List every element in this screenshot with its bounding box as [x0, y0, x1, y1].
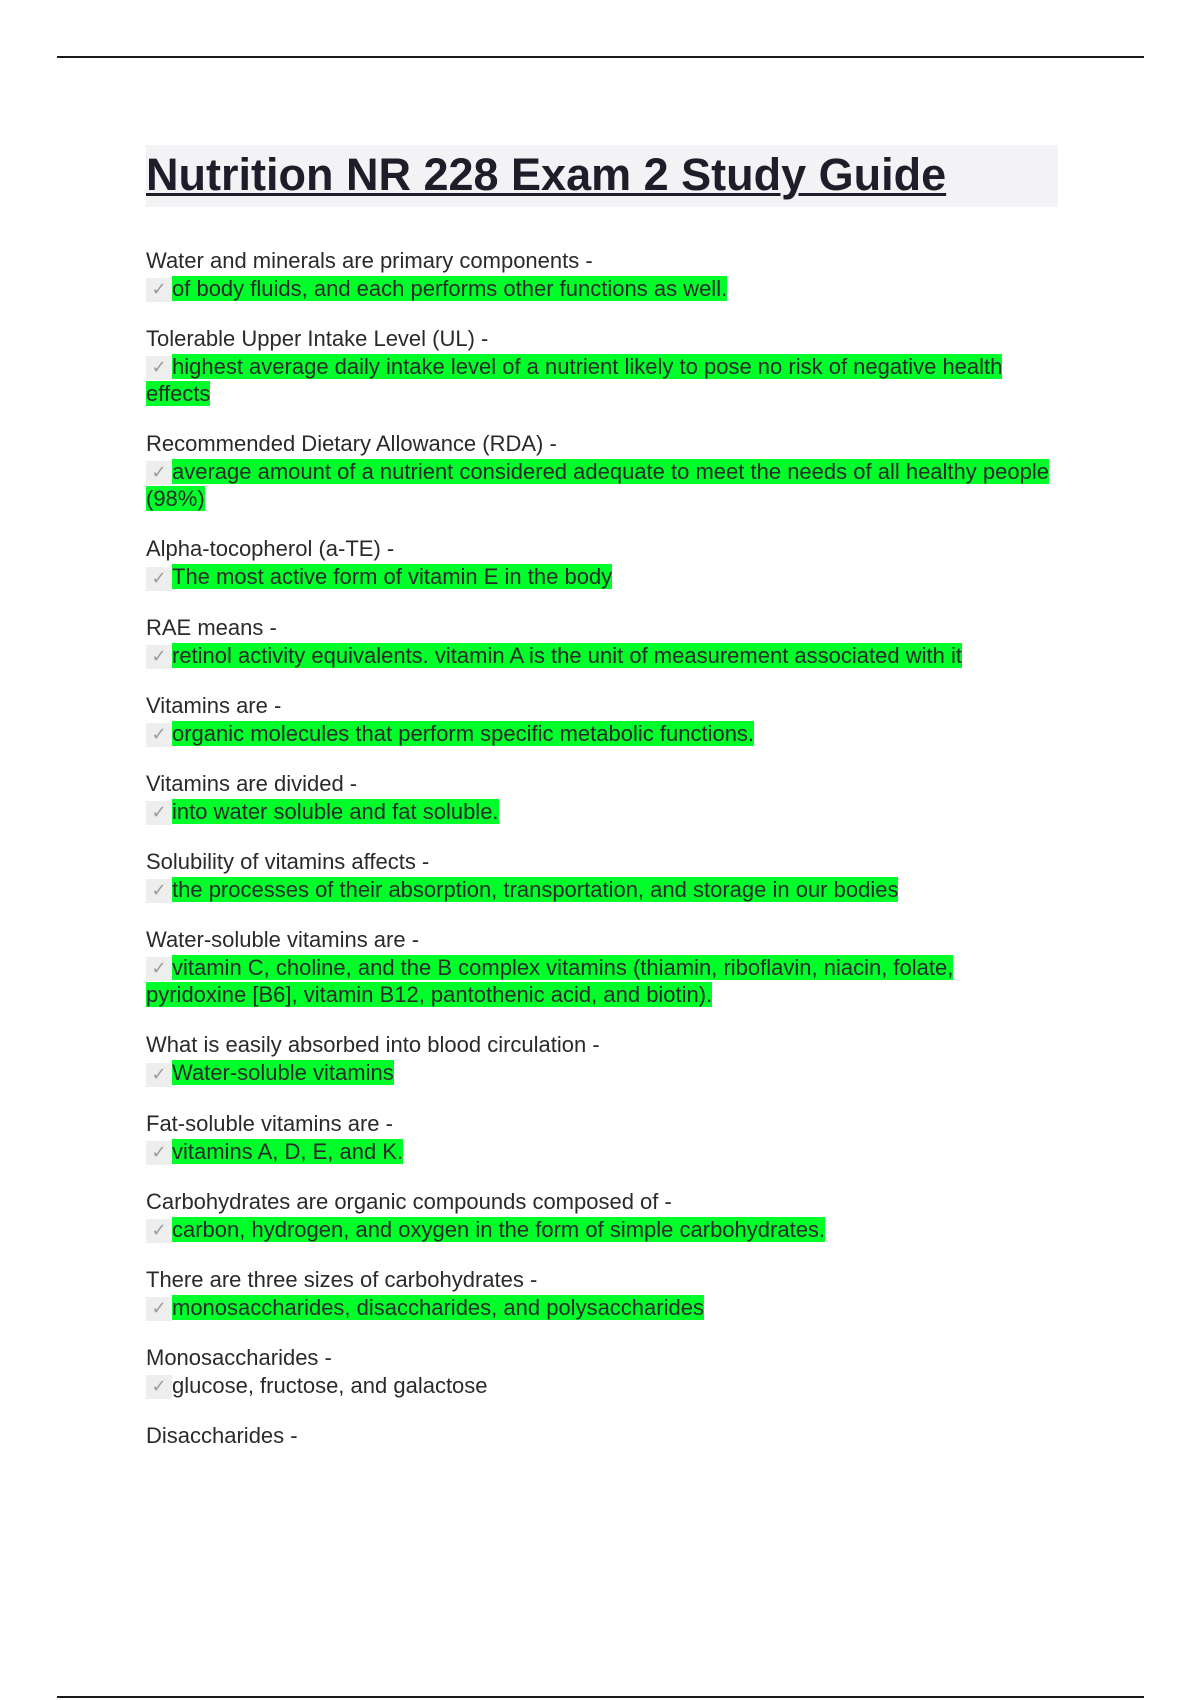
- question-text: Alpha-tocopherol (a-TE) -: [146, 536, 395, 562]
- bottom-rule: [57, 1696, 1144, 1698]
- answer-line: [146, 353, 1056, 407]
- check-mark-icon: ✓: [146, 1297, 172, 1321]
- answer-line: [146, 1294, 1056, 1321]
- check-mark-icon: ✓: [146, 1219, 172, 1243]
- question-text: Tolerable Upper Intake Level (UL) -: [146, 325, 489, 351]
- highlighted-answer-text: average amount of a nutrient considered adequate to meet the needs of all healthy people (98%): [146, 459, 1049, 512]
- answer-line: [146, 798, 1056, 825]
- question-text: Water-soluble vitamins are -: [146, 927, 420, 953]
- highlighted-answer-text: Water-soluble vitamins: [172, 1060, 394, 1086]
- qa-item: [146, 1188, 1056, 1243]
- highlighted-answer-text: retinol activity equivalents. vitamin A is the unit of measurement associated with it: [172, 642, 962, 668]
- check-mark-icon: ✓: [146, 1063, 172, 1087]
- check-mark-icon: ✓: [146, 1141, 172, 1165]
- question-text: Vitamins are -: [146, 692, 282, 718]
- qa-item: [146, 1266, 1056, 1321]
- qa-item: [146, 926, 1056, 1008]
- qa-item: [146, 247, 1056, 302]
- qa-item: [146, 1110, 1056, 1165]
- question-text: Disaccharides -: [146, 1423, 298, 1449]
- check-mark-icon: ✓: [146, 461, 172, 485]
- check-mark-icon: ✓: [146, 801, 172, 825]
- check-mark-icon: ✓: [146, 957, 172, 981]
- answer-line: [146, 876, 1056, 903]
- qa-item: [146, 1031, 1056, 1086]
- answer-line: [146, 1059, 1056, 1086]
- question-text: Water and minerals are primary components -: [146, 247, 593, 273]
- check-mark-icon: ✓: [146, 278, 172, 302]
- qa-item: [146, 1344, 1056, 1399]
- question-text: Solubility of vitamins affects -: [146, 849, 430, 875]
- answer-line: [146, 954, 1056, 1008]
- check-mark-icon: ✓: [146, 567, 172, 591]
- question-text: Carbohydrates are organic compounds composed of -: [146, 1188, 672, 1214]
- qa-item: [146, 770, 1056, 825]
- highlighted-answer-text: monosaccharides, disaccharides, and polysaccharides: [172, 1295, 704, 1320]
- study-guide-content: [146, 145, 1056, 1473]
- check-mark-icon: ✓: [146, 645, 172, 669]
- highlighted-answer-text: carbon, hydrogen, and oxygen in the form of simple carbohydrates.: [172, 1216, 826, 1242]
- qa-item: [146, 614, 1056, 669]
- highlighted-answer-text: the processes of their absorption, transportation, and storage in our bodies: [172, 877, 899, 903]
- check-mark-icon: ✓: [146, 879, 172, 903]
- qa-item: [146, 325, 1056, 407]
- highlighted-answer-text: vitamin C, choline, and the B complex vitamins (thiamin, riboflavin, niacin, folate, pyridoxine [B6], vitamin B12, pantothenic acid, and biotin).: [146, 955, 954, 1008]
- question-text: There are three sizes of carbohydrates -: [146, 1267, 538, 1292]
- qa-item: [146, 535, 1056, 590]
- question-list: [146, 247, 1056, 1451]
- answer-line: [146, 720, 1056, 747]
- highlighted-answer-text: organic molecules that perform specific metabolic functions.: [172, 720, 755, 746]
- question-text: RAE means -: [146, 614, 277, 640]
- answer-line: [146, 563, 1056, 590]
- qa-item: [146, 430, 1056, 512]
- page-title: Nutrition NR 228 Exam 2 Study Guide: [146, 149, 947, 200]
- question-text: Recommended Dietary Allowance (RDA) -: [146, 431, 557, 457]
- highlighted-answer-text: vitamins A, D, E, and K.: [172, 1138, 404, 1164]
- check-mark-icon: ✓: [146, 356, 172, 380]
- highlighted-answer-text: into water soluble and fat soluble.: [172, 798, 499, 824]
- answer-line: [146, 1138, 1056, 1165]
- question-text: Monosaccharides -: [146, 1345, 332, 1371]
- highlighted-answer-text: of body fluids, and each performs other functions as well.: [172, 275, 728, 301]
- qa-item: [146, 848, 1056, 903]
- answer-line: [146, 642, 1056, 669]
- qa-item: [146, 1422, 1056, 1450]
- question-text: What is easily absorbed into blood circulation -: [146, 1032, 600, 1058]
- question-text: Fat-soluble vitamins are -: [146, 1110, 393, 1136]
- check-mark-icon: ✓: [146, 723, 172, 747]
- qa-item: [146, 692, 1056, 747]
- answer-text: glucose, fructose, and galactose: [172, 1373, 488, 1399]
- title-block: [146, 145, 1058, 207]
- top-rule: [57, 56, 1144, 58]
- answer-line: [146, 458, 1056, 512]
- check-mark-icon: ✓: [146, 1375, 172, 1399]
- highlighted-answer-text: highest average daily intake level of a nutrient likely to pose no risk of negative health effects: [146, 353, 1003, 407]
- answer-line: [146, 1216, 1056, 1243]
- highlighted-answer-text: The most active form of vitamin E in the body: [172, 564, 613, 590]
- question-text: Vitamins are divided -: [146, 770, 358, 796]
- answer-line: [146, 1372, 1056, 1399]
- answer-line: [146, 275, 1056, 302]
